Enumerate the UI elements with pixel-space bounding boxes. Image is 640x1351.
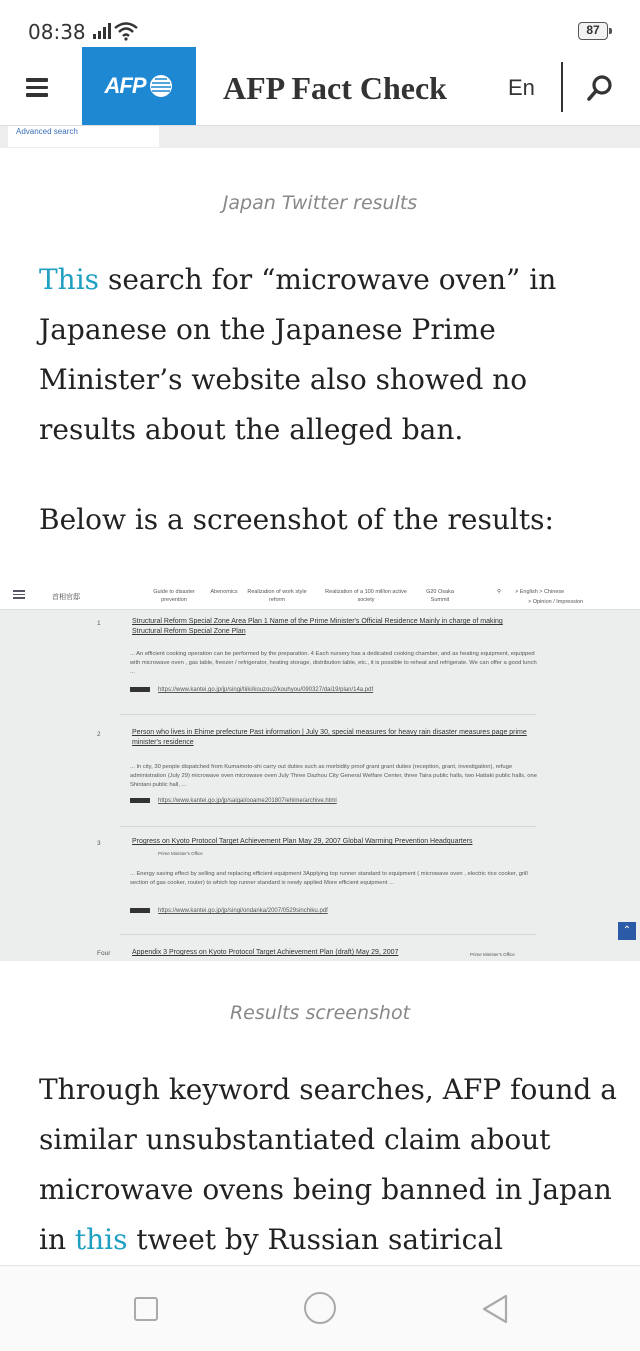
screenshot-menu-icon — [13, 590, 25, 601]
hamburger-menu-icon[interactable] — [26, 78, 50, 98]
screenshot-nav-item: Abenomics — [210, 589, 238, 595]
result-url: https://www.kantei.go.jp/jp/singi/tiiki/kouzou2/kouhyou/090327/dai19/plan/14a.pdf — [130, 687, 373, 693]
result-number: 2 — [97, 731, 101, 738]
inline-link[interactable]: this — [74, 1223, 128, 1256]
screenshot-nav-item: Guide to disaster prevention — [153, 589, 195, 603]
status-time: 08:38 — [28, 20, 86, 44]
image-caption: Japan Twitter results — [222, 192, 418, 214]
result-separator — [120, 826, 536, 827]
image-caption: Results screenshot — [229, 1002, 411, 1024]
result-title: Structural Reform Special Zone Area Plan 1 Name of the Prime Minister's Official Residence Mainly in charge of making Structural Reform Special Zone Plan — [132, 618, 503, 635]
screenshot-nav-item: Realization of a 100 million active society — [325, 589, 407, 603]
url-badge — [130, 687, 150, 692]
recent-apps-icon[interactable] — [134, 1297, 158, 1321]
battery-tip — [609, 28, 612, 34]
screenshot-nav-right: > Opinion / Impression — [528, 599, 584, 605]
result-url: https://www.kantei.go.jp/jp/saigai/ooame201807/ehime/archive.html — [130, 798, 337, 804]
advanced-search-label: Advanced search — [8, 126, 159, 147]
back-icon[interactable] — [480, 1293, 510, 1325]
search-icon[interactable] — [586, 74, 614, 102]
globe-icon — [148, 73, 174, 99]
article-paragraph — [39, 1065, 619, 1265]
result-source: Prime Minister's Office — [158, 851, 203, 856]
result-snippet: ... An efficient cooking operation can be performed by the preparation. 4 Each nursery has a dedicated cooking chamber, and as heating equipment, equipped with microwave oven , gas table, freezer / refrigerator, heating storage, distribution table, etc., it is possible to reheat and refrigerate. We can offer a good lunch ... — [130, 651, 537, 675]
result-number: 1 — [97, 620, 101, 627]
site-title[interactable]: AFP Fact Check — [223, 70, 447, 106]
screenshot-nav-item: G20 Osaka Summit — [426, 589, 454, 603]
paragraph-text: search for “microwave oven” in Japanese on the Japanese Prime Minister’s website also showed no results about the alleged ban. — [39, 263, 557, 446]
system-nav-bar — [0, 1265, 640, 1351]
result-number: Four — [97, 950, 111, 957]
result-source: Prime Minister's Office — [470, 952, 515, 957]
result-title: Progress on Kyoto Protocol Target Achievement Plan May 29, 2007 Global Warming Prevention Headquarters — [132, 838, 473, 845]
paragraph-text: tweet by Russian satirical — [127, 1223, 503, 1256]
site-header — [0, 46, 640, 126]
article-paragraph: Below is a screenshot of the results: — [39, 503, 554, 536]
url-badge — [130, 798, 150, 803]
logo-text: AFP — [104, 73, 146, 98]
result-separator — [120, 934, 536, 935]
signal-icon — [92, 22, 112, 40]
result-snippet: ... Energy saving effect by selling and replacing efficient equipment 3Applying top runner standard to equipment ( microwave oven , electric rice cooker, grill section of gas cooker, router) to which top runner standard is newly applied More efficient equipment ... — [130, 871, 528, 886]
result-snippet: ... In city, 30 people dispatched from Kumamoto-shi carry out duties such as morbidity proof grant grant duties (reception, grant, investigation), refuge administration (July 29) microwave oven microwave oven July Three Dazhou City General Welfare Center, three Taira public halls, two Hattaki public halls, one Shintani public hall, ... — [130, 764, 537, 788]
battery-indicator: 87 — [578, 22, 608, 40]
results-screenshot-image — [0, 578, 640, 961]
result-url: https://www.kantei.go.jp/jp/singi/ondanka/2007/0529sinchiku.pdf — [130, 908, 328, 914]
result-title: Person who lives in Ehime prefecture Past information | July 30, special measures for heavy rain disaster measures page prime minister's residence — [132, 729, 527, 746]
article-paragraph — [39, 255, 619, 455]
screenshot-nav-right: > English > Chinese — [515, 589, 565, 595]
screenshot-navbar — [0, 578, 640, 610]
language-selector[interactable]: En — [508, 75, 535, 100]
result-title: Appendix 3 Progress on Kyoto Protocol Target Achievement Plan (draft) May 29, 2007 — [132, 949, 399, 956]
header-divider — [561, 62, 563, 112]
home-icon[interactable] — [304, 1292, 336, 1324]
result-number: 3 — [97, 840, 101, 847]
afp-logo[interactable] — [82, 47, 196, 125]
wifi-icon — [113, 20, 139, 42]
result-separator — [120, 714, 536, 715]
screenshot-nav-item: Realization of work style reform — [247, 589, 307, 603]
url-badge — [130, 908, 150, 913]
screenshot-emblem: 首相官邸 — [52, 594, 80, 601]
paragraph-text: Through keyword searches, AFP found a similar unsubstantiated claim about microwave ovens being banned in Japan in — [39, 1073, 617, 1256]
screenshot-search-icon: ⚲ — [496, 589, 502, 595]
inline-link[interactable]: This — [39, 263, 100, 296]
scroll-top-icon: ⌃ — [618, 922, 636, 940]
